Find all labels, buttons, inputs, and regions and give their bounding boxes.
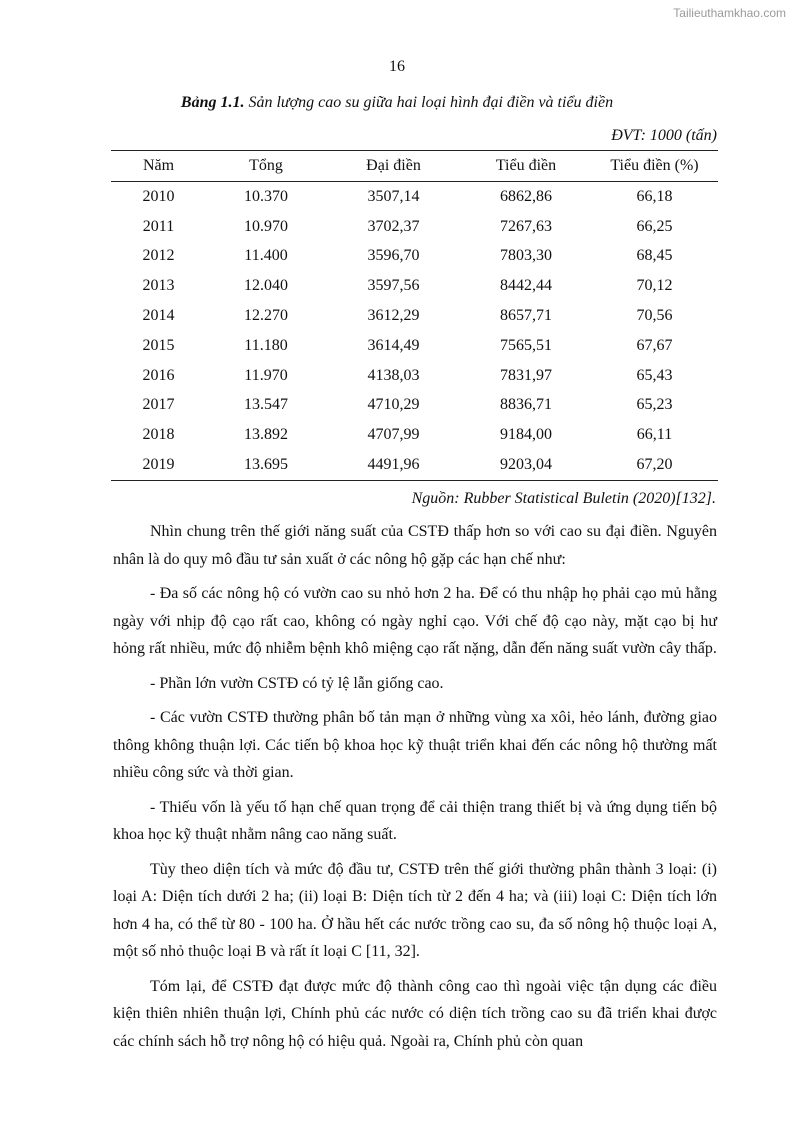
cell-total: 10.370 xyxy=(244,187,288,205)
table-row xyxy=(111,242,718,272)
cell-smallholder: 7565,51 xyxy=(500,336,552,354)
table-row xyxy=(111,420,718,450)
cell-smallholder: 9184,00 xyxy=(500,426,552,444)
cell-total: 13.892 xyxy=(244,426,288,444)
cell-estate: 3702,37 xyxy=(367,217,420,235)
cell-pct: 70,12 xyxy=(636,277,673,295)
table-caption xyxy=(0,94,794,112)
cell-total: 11.400 xyxy=(244,247,288,265)
cell-estate: 4491,96 xyxy=(367,456,420,474)
caption-label: Bảng 1.1. xyxy=(180,94,245,111)
cell-year: 2014 xyxy=(142,307,175,325)
page-number: 16 xyxy=(389,58,405,75)
header-smallholder: Tiểu điền xyxy=(495,157,557,174)
cell-pct: 66,18 xyxy=(636,187,673,205)
cell-year: 2019 xyxy=(142,456,175,474)
cell-smallholder: 8442,44 xyxy=(500,277,552,295)
cell-pct: 68,45 xyxy=(636,247,673,265)
cell-estate: 3597,56 xyxy=(367,277,420,295)
header-total: Tổng xyxy=(249,157,283,174)
table-row xyxy=(111,391,718,421)
unit-note: ĐVT: 1000 (tấn) xyxy=(611,127,717,144)
paragraph: Tùy theo diện tích và mức độ đầu tư, CSTĐ trên thế giới thường phân thành 3 loại: (i) loại A: Diện tích dưới 2 ha; (ii) loại B: Diện tích từ 2 đến 4 ha; và (iii) loại C: Diện tích lớn hơn 4 ha, có thể từ 80 - 100 ha. Ở hầu hết các nước trồng cao su, đa số nông hộ thuộc loại A, một số nhỏ thuộc loại B và rất ít loại C [11, 32]. xyxy=(113,860,717,960)
cell-estate: 3614,49 xyxy=(367,336,420,354)
cell-year: 2011 xyxy=(142,217,175,235)
cell-estate: 3612,29 xyxy=(367,307,420,325)
table-row xyxy=(111,361,718,391)
cell-year: 2017 xyxy=(142,396,175,414)
cell-pct: 67,67 xyxy=(636,336,673,354)
cell-estate: 4710,29 xyxy=(367,396,420,414)
cell-year: 2012 xyxy=(142,247,175,265)
table-row xyxy=(111,450,718,480)
cell-smallholder: 7267,63 xyxy=(500,217,552,235)
cell-smallholder: 6862,86 xyxy=(500,187,552,205)
cell-smallholder: 7803,30 xyxy=(500,247,552,265)
paragraph: - Đa số các nông hộ có vườn cao su nhỏ hơn 2 ha. Để có thu nhập họ phải cạo mủ hằng ngày với nhịp độ cạo rất cao, không có ngày nghỉ cạo. Với chế độ cạo này, mặt cạo bị hư hỏng rất nhiều, mức độ nhiễm bệnh khô miệng cạo rất nặng, dẫn đến năng suất vườn cây thấp. xyxy=(113,585,717,657)
paragraph: - Các vườn CSTĐ thường phân bố tản mạn ở những vùng xa xôi, hẻo lánh, đường giao thông không thuận lợi. Các tiến bộ khoa học kỹ thuật triển khai đến các nông hộ thường mất nhiều công sức và thời gian. xyxy=(113,709,717,781)
cell-total: 11.180 xyxy=(244,336,288,354)
cell-total: 13.547 xyxy=(244,396,288,414)
cell-pct: 67,20 xyxy=(636,456,673,474)
cell-total: 10.970 xyxy=(244,217,288,235)
paragraph: Nhìn chung trên thế giới năng suất của CSTĐ thấp hơn so với cao su đại điền. Nguyên nhân là do quy mô đầu tư sản xuất ở các nông hộ gặp các hạn chế như: xyxy=(113,523,717,568)
paragraph: Tóm lại, để CSTĐ đạt được mức độ thành công cao thì ngoài việc tận dụng các điều kiện thiên nhiên thuận lợi, Chính phủ các nước có diện tích trồng cao su đã triển khai được các chính sách hỗ trợ nông hộ có hiệu quả. Ngoài ra, Chính phủ còn quan xyxy=(113,977,717,1050)
cell-total: 13.695 xyxy=(244,456,288,474)
cell-pct: 66,11 xyxy=(636,426,673,444)
table-row xyxy=(111,182,718,212)
cell-smallholder: 8836,71 xyxy=(500,396,552,414)
production-table xyxy=(111,150,718,481)
cell-pct: 70,56 xyxy=(636,307,673,325)
cell-smallholder: 7831,97 xyxy=(500,366,552,384)
paragraph: - Phần lớn vườn CSTĐ có tỷ lệ lẫn giống cao. xyxy=(150,674,444,692)
cell-pct: 65,43 xyxy=(636,366,673,384)
cell-total: 11.970 xyxy=(244,366,288,384)
cell-year: 2018 xyxy=(142,426,175,444)
table-row xyxy=(111,212,718,242)
cell-year: 2010 xyxy=(142,187,175,205)
paragraph: - Thiếu vốn là yếu tố hạn chế quan trọng để cải thiện trang thiết bị và ứng dụng tiến bộ khoa học kỹ thuật nhằm nâng cao năng suất. xyxy=(113,798,717,843)
caption-text: Sản lượng cao su giữa hai loại hình đại điền và tiểu điền xyxy=(244,94,614,111)
header-estate: Đại điền xyxy=(366,157,421,174)
table-row xyxy=(111,301,718,331)
cell-pct: 65,23 xyxy=(636,396,673,414)
cell-estate: 3596,70 xyxy=(367,247,420,265)
header-smallholder-pct: Tiểu điền (%) xyxy=(610,157,699,174)
table-row xyxy=(111,331,718,361)
table-source: Nguồn: Rubber Statistical Buletin (2020)[132]. xyxy=(411,490,716,507)
cell-estate: 3507,14 xyxy=(367,187,420,205)
table-header-row xyxy=(111,151,718,182)
header-year: Năm xyxy=(142,157,175,174)
cell-smallholder: 9203,04 xyxy=(500,456,552,474)
cell-total: 12.040 xyxy=(244,277,288,295)
cell-smallholder: 8657,71 xyxy=(500,307,552,325)
cell-total: 12.270 xyxy=(244,307,288,325)
body-text xyxy=(113,518,717,1062)
cell-year: 2015 xyxy=(142,336,175,354)
table-row xyxy=(111,271,718,301)
cell-pct: 66,25 xyxy=(636,217,673,235)
cell-estate: 4707,99 xyxy=(367,426,420,444)
cell-year: 2013 xyxy=(142,277,175,295)
cell-year: 2016 xyxy=(142,366,175,384)
watermark: Tailieuthamkhao.com xyxy=(673,6,786,20)
cell-estate: 4138,03 xyxy=(367,366,420,384)
